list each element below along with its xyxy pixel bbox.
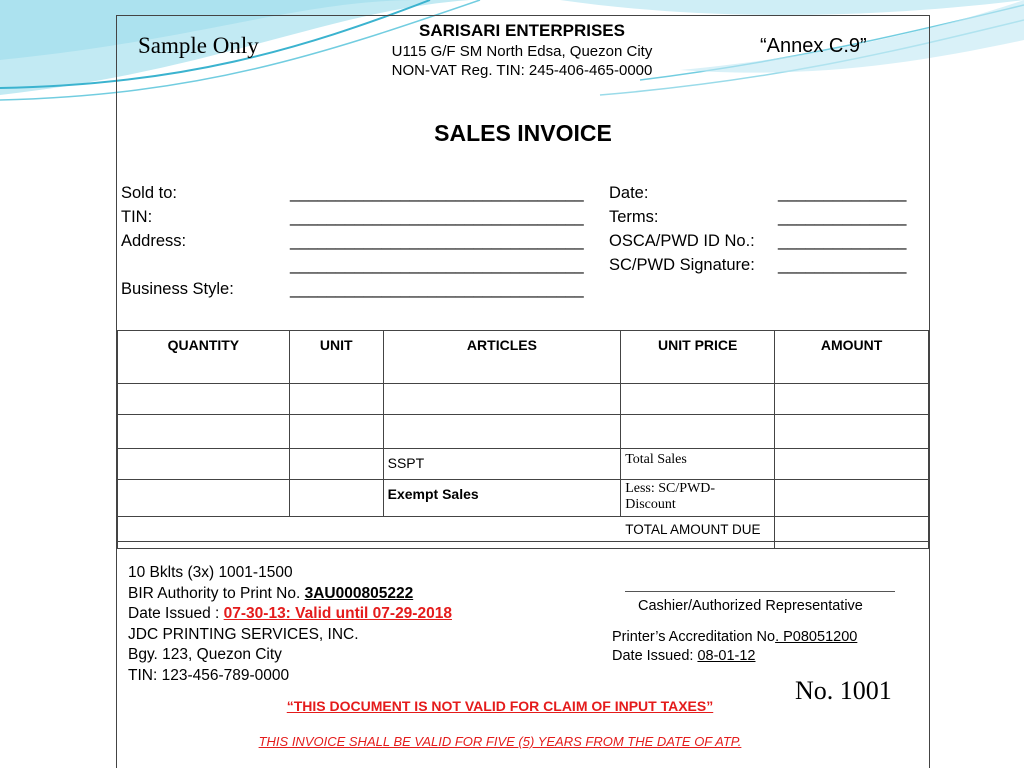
address-blank[interactable]: ________________________________	[290, 232, 584, 250]
cell[interactable]	[775, 415, 929, 449]
header-articles: ARTICLES	[383, 331, 621, 384]
validity-notice: THIS INVOICE SHALL BE VALID FOR FIVE (5) YEARS FROM THE DATE OF ATP.	[258, 734, 742, 749]
table-header-row	[118, 331, 929, 384]
company-header	[372, 21, 672, 79]
cell[interactable]	[118, 449, 290, 480]
signature-blank[interactable]: ______________	[778, 256, 907, 274]
company-tin: NON-VAT Reg. TIN: 245-406-465-0000	[391, 62, 653, 79]
table-row	[118, 517, 929, 549]
printer-address: Bgy. 123, Quezon City	[128, 646, 282, 663]
company-address: U115 G/F SM North Edsa, Quezon City	[391, 43, 653, 60]
accred-date-value: 08-01-12	[697, 648, 756, 664]
page-title	[0, 120, 1024, 147]
company-name: SARISARI ENTERPRISES	[419, 21, 625, 40]
accreditation-info	[612, 628, 857, 666]
bir-number: 3AU000805222	[304, 584, 414, 602]
cell[interactable]	[775, 384, 929, 415]
footer-divider	[117, 541, 929, 542]
header-amount: AMOUNT	[775, 331, 929, 384]
cell	[118, 517, 621, 549]
accreditation-line	[612, 628, 857, 647]
sold-to-label: Sold to:	[121, 184, 177, 202]
business-style-label: Business Style:	[121, 280, 234, 298]
not-valid-notice: “THIS DOCUMENT IS NOT VALID FOR CLAIM OF INPUT TAXES”	[286, 698, 714, 714]
date-issued	[128, 604, 452, 625]
tin-label: TIN:	[121, 208, 153, 226]
serial-number: No. 1001	[795, 676, 892, 705]
sample-label: Sample Only	[138, 33, 259, 58]
exempt-sales-label: Exempt Sales	[383, 480, 621, 517]
sold-to-blank[interactable]: ________________________________	[290, 184, 584, 202]
printer-name: JDC PRINTING SERVICES, INC.	[128, 625, 359, 643]
page-title-text: SALES INVOICE	[434, 120, 612, 146]
cell[interactable]	[383, 415, 621, 449]
date-issued-value: 07-30-13: Valid until 07-29-2018	[223, 605, 452, 622]
table-row	[118, 480, 929, 517]
total-sales-label: Total Sales	[621, 449, 775, 480]
table-row	[118, 384, 929, 415]
terms-label: Terms:	[609, 208, 659, 226]
total-amount-due-label: TOTAL AMOUNT DUE	[621, 517, 775, 549]
cell[interactable]	[383, 384, 621, 415]
less-discount-label: Less: SC/PWD-Discount	[621, 480, 775, 517]
accreditation-label: Printer’s Accreditation No	[612, 629, 776, 645]
header-quantity: QUANTITY	[118, 331, 290, 384]
date-label: Date:	[609, 184, 649, 202]
address-label: Address:	[121, 232, 187, 250]
sspt-label: SSPT	[383, 449, 621, 480]
cell[interactable]	[289, 480, 383, 517]
accreditation-number: . P08051200	[775, 629, 858, 645]
accred-date-line	[612, 647, 857, 666]
total-amount-due-value[interactable]	[775, 517, 929, 549]
date-blank[interactable]: ______________	[778, 184, 907, 202]
cell[interactable]	[621, 384, 775, 415]
bir-label: BIR Authority to Print No.	[128, 584, 305, 602]
accred-date-label: Date Issued:	[612, 648, 698, 664]
tin-blank[interactable]: ________________________________	[290, 208, 584, 226]
table-row	[118, 449, 929, 480]
address-blank-2[interactable]: ________________________________	[290, 256, 584, 274]
cell[interactable]	[621, 415, 775, 449]
terms-blank[interactable]: ______________	[778, 208, 907, 226]
header-unit: UNIT	[289, 331, 383, 384]
annex-label: “Annex C.9”	[760, 35, 867, 57]
signature-line[interactable]	[625, 591, 895, 592]
date-issued-label: Date Issued :	[128, 605, 224, 622]
cell[interactable]	[118, 415, 290, 449]
bir-authority	[128, 584, 452, 605]
business-style-blank[interactable]: ________________________________	[290, 280, 584, 298]
header-unit-price: UNIT PRICE	[621, 331, 775, 384]
osca-id-blank[interactable]: ______________	[778, 232, 907, 250]
cell[interactable]	[289, 449, 383, 480]
total-sales-amount[interactable]	[775, 449, 929, 480]
discount-amount[interactable]	[775, 480, 929, 517]
table-row	[118, 415, 929, 449]
signature-label: SC/PWD Signature:	[609, 256, 755, 274]
printer-info	[128, 563, 452, 686]
items-table	[117, 330, 929, 549]
osca-id-label: OSCA/PWD ID No.:	[609, 232, 755, 250]
booklets-info: 10 Bklts (3x) 1001-1500	[128, 564, 293, 581]
printer-tin: TIN: 123-456-789-0000	[128, 666, 290, 684]
cell[interactable]	[118, 480, 290, 517]
cell[interactable]	[289, 384, 383, 415]
cell[interactable]	[289, 415, 383, 449]
cell[interactable]	[118, 384, 290, 415]
cashier-label: Cashier/Authorized Representative	[638, 598, 863, 614]
